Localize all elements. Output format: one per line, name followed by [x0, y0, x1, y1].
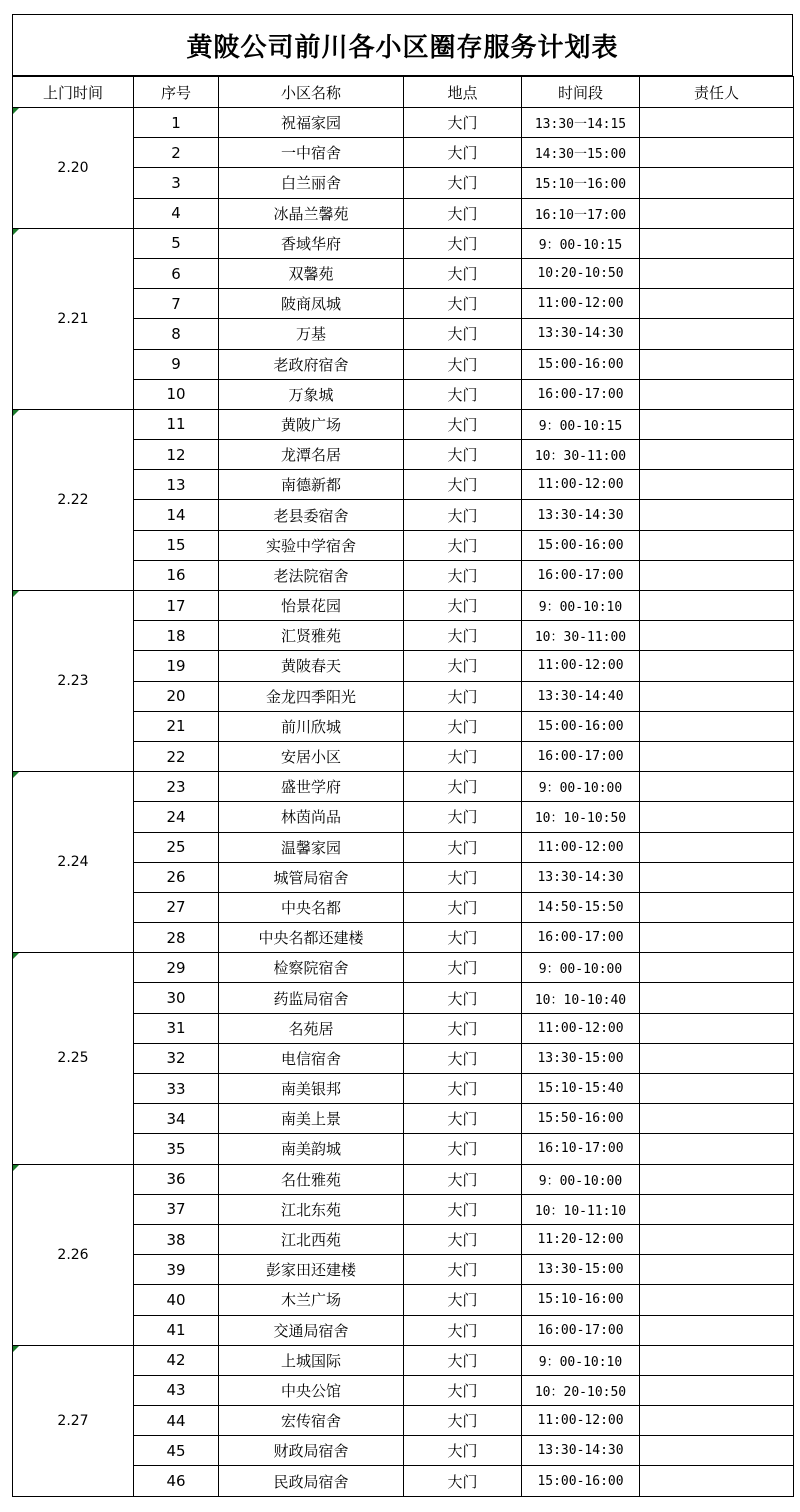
responsible-person-cell — [640, 711, 794, 741]
location-cell: 大门 — [404, 802, 522, 832]
community-name-cell: 名苑居 — [219, 1013, 404, 1043]
row-number-cell: 7 — [134, 289, 219, 319]
location-cell: 大门 — [404, 198, 522, 228]
row-number-cell: 28 — [134, 923, 219, 953]
visit-date-cell: 2.20 — [13, 108, 134, 229]
header-community-name: 小区名称 — [219, 77, 404, 108]
row-number-cell: 40 — [134, 1285, 219, 1315]
community-name-cell: 香域华府 — [219, 228, 404, 258]
responsible-person-cell — [640, 409, 794, 439]
location-cell: 大门 — [404, 289, 522, 319]
time-slot-cell: 10：10-11:10 — [522, 1194, 640, 1224]
location-cell: 大门 — [404, 892, 522, 922]
location-cell: 大门 — [404, 741, 522, 771]
row-number-cell: 29 — [134, 953, 219, 983]
row-number-cell: 9 — [134, 349, 219, 379]
responsible-person-cell — [640, 1406, 794, 1436]
time-slot-cell: 11:00-12:00 — [522, 832, 640, 862]
time-slot-cell: 16:00-17:00 — [522, 923, 640, 953]
time-slot-cell: 9：00-10:15 — [522, 409, 640, 439]
responsible-person-cell — [640, 1043, 794, 1073]
community-name-cell: 安居小区 — [219, 741, 404, 771]
time-slot-cell: 15:10-16:00 — [522, 1285, 640, 1315]
community-name-cell: 宏传宿舍 — [219, 1406, 404, 1436]
location-cell: 大门 — [404, 409, 522, 439]
responsible-person-cell — [640, 1375, 794, 1405]
responsible-person-cell — [640, 681, 794, 711]
row-number-cell: 31 — [134, 1013, 219, 1043]
community-name-cell: 万基 — [219, 319, 404, 349]
location-cell: 大门 — [404, 832, 522, 862]
responsible-person-cell — [640, 772, 794, 802]
row-number-cell: 41 — [134, 1315, 219, 1345]
location-cell: 大门 — [404, 772, 522, 802]
row-number-cell: 1 — [134, 108, 219, 138]
responsible-person-cell — [640, 1285, 794, 1315]
table-row — [13, 591, 794, 621]
row-number-cell: 27 — [134, 892, 219, 922]
time-slot-cell: 10：20-10:50 — [522, 1375, 640, 1405]
community-name-cell: 汇贤雅苑 — [219, 621, 404, 651]
location-cell: 大门 — [404, 379, 522, 409]
location-cell: 大门 — [404, 440, 522, 470]
location-cell: 大门 — [404, 923, 522, 953]
community-name-cell: 双馨苑 — [219, 258, 404, 288]
time-slot-cell: 13:30-15:00 — [522, 1043, 640, 1073]
community-name-cell: 民政局宿舍 — [219, 1466, 404, 1496]
row-number-cell: 44 — [134, 1406, 219, 1436]
community-name-cell: 财政局宿舍 — [219, 1436, 404, 1466]
community-name-cell: 盛世学府 — [219, 772, 404, 802]
responsible-person-cell — [640, 1255, 794, 1285]
row-number-cell: 33 — [134, 1074, 219, 1104]
community-name-cell: 万象城 — [219, 379, 404, 409]
location-cell: 大门 — [404, 621, 522, 651]
time-slot-cell: 16:00-17:00 — [522, 741, 640, 771]
time-slot-cell: 15:00-16:00 — [522, 530, 640, 560]
responsible-person-cell — [640, 258, 794, 288]
location-cell: 大门 — [404, 1375, 522, 1405]
community-name-cell: 龙潭名居 — [219, 440, 404, 470]
row-number-cell: 39 — [134, 1255, 219, 1285]
row-number-cell: 23 — [134, 772, 219, 802]
responsible-person-cell — [640, 349, 794, 379]
community-name-cell: 温馨家园 — [219, 832, 404, 862]
time-slot-cell: 15:00-16:00 — [522, 711, 640, 741]
location-cell: 大门 — [404, 168, 522, 198]
header-visit-time: 上门时间 — [13, 77, 134, 108]
visit-date-cell: 2.23 — [13, 591, 134, 772]
location-cell: 大门 — [404, 319, 522, 349]
location-cell: 大门 — [404, 651, 522, 681]
location-cell: 大门 — [404, 711, 522, 741]
community-name-cell: 江北东苑 — [219, 1194, 404, 1224]
community-name-cell: 彭家田还建楼 — [219, 1255, 404, 1285]
location-cell: 大门 — [404, 953, 522, 983]
row-number-cell: 17 — [134, 591, 219, 621]
responsible-person-cell — [640, 1224, 794, 1254]
schedule-body — [13, 108, 794, 1497]
row-number-cell: 22 — [134, 741, 219, 771]
responsible-person-cell — [640, 168, 794, 198]
time-slot-cell: 13:30-14:30 — [522, 862, 640, 892]
row-number-cell: 45 — [134, 1436, 219, 1466]
time-slot-cell: 9：00-10:15 — [522, 228, 640, 258]
responsible-person-cell — [640, 591, 794, 621]
community-name-cell: 城管局宿舍 — [219, 862, 404, 892]
location-cell: 大门 — [404, 862, 522, 892]
time-slot-cell: 11:00-12:00 — [522, 651, 640, 681]
time-slot-cell: 16:10一17:00 — [522, 198, 640, 228]
location-cell: 大门 — [404, 1315, 522, 1345]
location-cell: 大门 — [404, 1285, 522, 1315]
responsible-person-cell — [640, 500, 794, 530]
responsible-person-cell — [640, 319, 794, 349]
location-cell: 大门 — [404, 138, 522, 168]
time-slot-cell: 16:00-17:00 — [522, 379, 640, 409]
row-number-cell: 26 — [134, 862, 219, 892]
location-cell: 大门 — [404, 470, 522, 500]
responsible-person-cell — [640, 228, 794, 258]
community-name-cell: 交通局宿舍 — [219, 1315, 404, 1345]
page-title: 黄陂公司前川各小区圈存服务计划表 — [12, 14, 793, 76]
row-number-cell: 25 — [134, 832, 219, 862]
table-row — [13, 1345, 794, 1375]
row-number-cell: 18 — [134, 621, 219, 651]
row-number-cell: 43 — [134, 1375, 219, 1405]
row-number-cell: 32 — [134, 1043, 219, 1073]
community-name-cell: 祝福家园 — [219, 108, 404, 138]
schedule-table — [12, 76, 794, 1497]
row-number-cell: 42 — [134, 1345, 219, 1375]
row-number-cell: 6 — [134, 258, 219, 288]
row-number-cell: 11 — [134, 409, 219, 439]
time-slot-cell: 9：00-10:00 — [522, 1164, 640, 1194]
responsible-person-cell — [640, 983, 794, 1013]
community-name-cell: 中央名都还建楼 — [219, 923, 404, 953]
responsible-person-cell — [640, 1164, 794, 1194]
row-number-cell: 2 — [134, 138, 219, 168]
time-slot-cell: 11:00-12:00 — [522, 289, 640, 319]
time-slot-cell: 11:00-12:00 — [522, 1013, 640, 1043]
community-name-cell: 老法院宿舍 — [219, 560, 404, 590]
location-cell: 大门 — [404, 1013, 522, 1043]
community-name-cell: 怡景花园 — [219, 591, 404, 621]
time-slot-cell: 10：10-10:50 — [522, 802, 640, 832]
time-slot-cell: 13:30-15:00 — [522, 1255, 640, 1285]
community-name-cell: 名仕雅苑 — [219, 1164, 404, 1194]
responsible-person-cell — [640, 892, 794, 922]
responsible-person-cell — [640, 923, 794, 953]
community-name-cell: 南美银邦 — [219, 1074, 404, 1104]
location-cell: 大门 — [404, 1194, 522, 1224]
table-row — [13, 228, 794, 258]
location-cell: 大门 — [404, 1074, 522, 1104]
community-name-cell: 南美上景 — [219, 1104, 404, 1134]
time-slot-cell: 13:30一14:15 — [522, 108, 640, 138]
location-cell: 大门 — [404, 560, 522, 590]
community-name-cell: 木兰广场 — [219, 1285, 404, 1315]
responsible-person-cell — [640, 1436, 794, 1466]
responsible-person-cell — [640, 470, 794, 500]
row-number-cell: 35 — [134, 1134, 219, 1164]
community-name-cell: 金龙四季阳光 — [219, 681, 404, 711]
location-cell: 大门 — [404, 1436, 522, 1466]
row-number-cell: 24 — [134, 802, 219, 832]
row-number-cell: 19 — [134, 651, 219, 681]
responsible-person-cell — [640, 1013, 794, 1043]
time-slot-cell: 13:30-14:30 — [522, 319, 640, 349]
time-slot-cell: 16:00-17:00 — [522, 560, 640, 590]
location-cell: 大门 — [404, 349, 522, 379]
community-name-cell: 白兰丽舍 — [219, 168, 404, 198]
header-responsible-person: 责任人 — [640, 77, 794, 108]
location-cell: 大门 — [404, 983, 522, 1013]
community-name-cell: 黄陂春天 — [219, 651, 404, 681]
community-name-cell: 电信宿舍 — [219, 1043, 404, 1073]
visit-date-cell: 2.24 — [13, 772, 134, 953]
visit-date-cell: 2.22 — [13, 409, 134, 590]
location-cell: 大门 — [404, 1104, 522, 1134]
location-cell: 大门 — [404, 1255, 522, 1285]
table-row — [13, 108, 794, 138]
time-slot-cell: 14:30一15:00 — [522, 138, 640, 168]
location-cell: 大门 — [404, 1345, 522, 1375]
responsible-person-cell — [640, 108, 794, 138]
time-slot-cell: 11:00-12:00 — [522, 1406, 640, 1436]
community-name-cell: 江北西苑 — [219, 1224, 404, 1254]
location-cell: 大门 — [404, 591, 522, 621]
visit-date-cell: 2.25 — [13, 953, 134, 1164]
responsible-person-cell — [640, 440, 794, 470]
visit-date-cell: 2.21 — [13, 228, 134, 409]
time-slot-cell: 9：00-10:10 — [522, 1345, 640, 1375]
responsible-person-cell — [640, 953, 794, 983]
responsible-person-cell — [640, 1104, 794, 1134]
time-slot-cell: 13:30-14:40 — [522, 681, 640, 711]
community-name-cell: 陂商凤城 — [219, 289, 404, 319]
responsible-person-cell — [640, 741, 794, 771]
time-slot-cell: 13:30-14:30 — [522, 500, 640, 530]
responsible-person-cell — [640, 1345, 794, 1375]
community-name-cell: 药监局宿舍 — [219, 983, 404, 1013]
location-cell: 大门 — [404, 1224, 522, 1254]
location-cell: 大门 — [404, 1406, 522, 1436]
time-slot-cell: 9：00-10:00 — [522, 772, 640, 802]
community-name-cell: 老政府宿舍 — [219, 349, 404, 379]
row-number-cell: 8 — [134, 319, 219, 349]
time-slot-cell: 15:50-16:00 — [522, 1104, 640, 1134]
responsible-person-cell — [640, 138, 794, 168]
header-number: 序号 — [134, 77, 219, 108]
row-number-cell: 20 — [134, 681, 219, 711]
header-row — [13, 77, 794, 108]
location-cell: 大门 — [404, 500, 522, 530]
responsible-person-cell — [640, 1134, 794, 1164]
community-name-cell: 冰晶兰馨苑 — [219, 198, 404, 228]
location-cell: 大门 — [404, 258, 522, 288]
responsible-person-cell — [640, 621, 794, 651]
community-name-cell: 一中宿舍 — [219, 138, 404, 168]
community-name-cell: 中央名都 — [219, 892, 404, 922]
row-number-cell: 15 — [134, 530, 219, 560]
community-name-cell: 检察院宿舍 — [219, 953, 404, 983]
row-number-cell: 13 — [134, 470, 219, 500]
responsible-person-cell — [640, 289, 794, 319]
row-number-cell: 38 — [134, 1224, 219, 1254]
row-number-cell: 16 — [134, 560, 219, 590]
table-row — [13, 409, 794, 439]
responsible-person-cell — [640, 1466, 794, 1496]
row-number-cell: 4 — [134, 198, 219, 228]
community-name-cell: 南德新都 — [219, 470, 404, 500]
community-name-cell: 实验中学宿舍 — [219, 530, 404, 560]
row-number-cell: 46 — [134, 1466, 219, 1496]
time-slot-cell: 14:50-15:50 — [522, 892, 640, 922]
responsible-person-cell — [640, 651, 794, 681]
row-number-cell: 37 — [134, 1194, 219, 1224]
location-cell: 大门 — [404, 1164, 522, 1194]
time-slot-cell: 10：10-10:40 — [522, 983, 640, 1013]
schedule-sheet — [12, 14, 793, 1497]
time-slot-cell: 15:10-15:40 — [522, 1074, 640, 1104]
community-name-cell: 林茵尚品 — [219, 802, 404, 832]
time-slot-cell: 16:00-17:00 — [522, 1315, 640, 1345]
time-slot-cell: 10:20-10:50 — [522, 258, 640, 288]
row-number-cell: 10 — [134, 379, 219, 409]
responsible-person-cell — [640, 530, 794, 560]
time-slot-cell: 11:00-12:00 — [522, 470, 640, 500]
header-location: 地点 — [404, 77, 522, 108]
location-cell: 大门 — [404, 1466, 522, 1496]
row-number-cell: 14 — [134, 500, 219, 530]
table-row — [13, 953, 794, 983]
community-name-cell: 黄陂广场 — [219, 409, 404, 439]
responsible-person-cell — [640, 1074, 794, 1104]
location-cell: 大门 — [404, 681, 522, 711]
location-cell: 大门 — [404, 228, 522, 258]
row-number-cell: 5 — [134, 228, 219, 258]
header-time-slot: 时间段 — [522, 77, 640, 108]
responsible-person-cell — [640, 1194, 794, 1224]
location-cell: 大门 — [404, 108, 522, 138]
row-number-cell: 34 — [134, 1104, 219, 1134]
responsible-person-cell — [640, 198, 794, 228]
time-slot-cell: 10：30-11:00 — [522, 440, 640, 470]
time-slot-cell: 15:10一16:00 — [522, 168, 640, 198]
row-number-cell: 3 — [134, 168, 219, 198]
community-name-cell: 前川欣城 — [219, 711, 404, 741]
table-row — [13, 772, 794, 802]
table-row — [13, 1164, 794, 1194]
row-number-cell: 36 — [134, 1164, 219, 1194]
time-slot-cell: 9：00-10:10 — [522, 591, 640, 621]
responsible-person-cell — [640, 560, 794, 590]
time-slot-cell: 15:00-16:00 — [522, 349, 640, 379]
time-slot-cell: 13:30-14:30 — [522, 1436, 640, 1466]
time-slot-cell: 16:10-17:00 — [522, 1134, 640, 1164]
location-cell: 大门 — [404, 530, 522, 560]
responsible-person-cell — [640, 379, 794, 409]
location-cell: 大门 — [404, 1134, 522, 1164]
row-number-cell: 12 — [134, 440, 219, 470]
row-number-cell: 30 — [134, 983, 219, 1013]
visit-date-cell: 2.27 — [13, 1345, 134, 1496]
row-number-cell: 21 — [134, 711, 219, 741]
community-name-cell: 南美韵城 — [219, 1134, 404, 1164]
location-cell: 大门 — [404, 1043, 522, 1073]
time-slot-cell: 15:00-16:00 — [522, 1466, 640, 1496]
time-slot-cell: 9：00-10:00 — [522, 953, 640, 983]
responsible-person-cell — [640, 862, 794, 892]
community-name-cell: 上城国际 — [219, 1345, 404, 1375]
time-slot-cell: 11:20-12:00 — [522, 1224, 640, 1254]
responsible-person-cell — [640, 832, 794, 862]
community-name-cell: 中央公馆 — [219, 1375, 404, 1405]
responsible-person-cell — [640, 802, 794, 832]
community-name-cell: 老县委宿舍 — [219, 500, 404, 530]
time-slot-cell: 10：30-11:00 — [522, 621, 640, 651]
visit-date-cell: 2.26 — [13, 1164, 134, 1345]
responsible-person-cell — [640, 1315, 794, 1345]
